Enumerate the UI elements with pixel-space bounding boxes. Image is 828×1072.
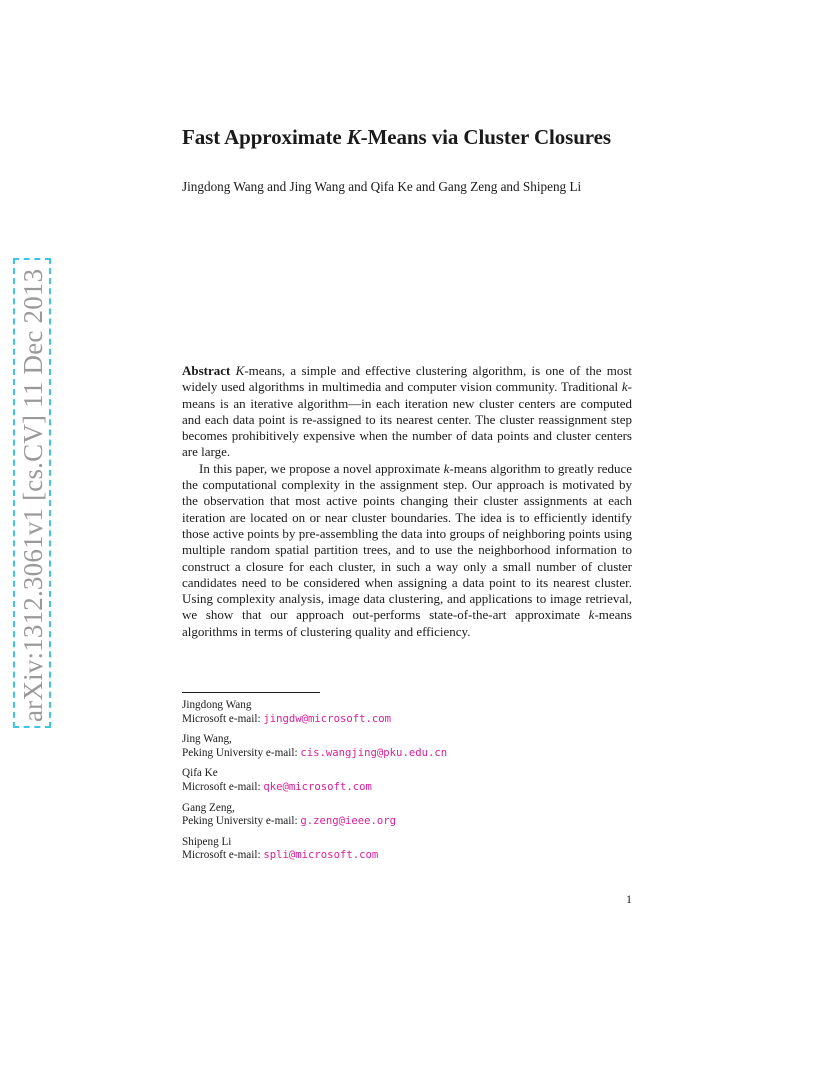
footnote-affiliation: Microsoft e-mail: [182, 780, 264, 793]
footnote-name: Qifa Ke [182, 767, 218, 780]
abstract-text-2b: -means algorithm to greatly reduce the computational complexity in the assignment step. Our approach is motivated by the observation that most active points changing their cluster assignments at each iteration are located on or near cluster boundaries. The idea is to efficiently identify those active points by pre-assembling the data into groups of neighboring points using multiple random spatial partition trees, and to use the neighborhood information to construct a closure for each cluster, in such a way only a small number of cluster candidates need to be considered when assigning a data point to its nearest cluster. Using complexity analysis, image data clustering, and applications to image retrieval, we show that our approach out-performs state-of-the-art approximate [182, 460, 632, 623]
footnote-author [182, 767, 602, 794]
email-link[interactable]: spli@microsoft.com [263, 849, 379, 862]
abstract-paragraph-2 [182, 461, 632, 640]
arxiv-identifier: arXiv:1312.3061v1 [cs.CV] 11 Dec 2013 [18, 268, 48, 722]
footnote-contact [182, 747, 602, 761]
email-link[interactable]: cis.wangjing@pku.edu.cn [300, 746, 448, 759]
abstract-k-4: k [588, 607, 595, 623]
email-link[interactable]: qke@microsoft.com [263, 780, 372, 793]
footnote-author [182, 802, 602, 829]
footnote-contact [182, 713, 602, 727]
abstract-k: K [235, 363, 245, 378]
email-link[interactable]: g.zeng@ieee.org [300, 815, 397, 828]
footnote-author [182, 836, 602, 863]
abstract-paragraph-1 [182, 363, 632, 461]
title-part-2: -Means via Cluster Closures [360, 125, 611, 149]
abstract-label: Abstract [182, 363, 231, 378]
footnote-affiliation: Peking University e-mail: [182, 746, 301, 759]
footnote-affiliation: Microsoft e-mail: [182, 712, 264, 725]
author-footnotes [182, 699, 602, 870]
paper-title [182, 125, 702, 150]
title-part-1: Fast Approximate [182, 125, 347, 149]
footnote-name: Gang Zeng, [182, 801, 235, 814]
abstract-text-1a: -means, a simple and effective clustering algorithm, is one of the most widely used algorithms in multimedia and computer vision community. Traditional [182, 363, 633, 395]
footnote-rule [182, 692, 320, 693]
footnote-author [182, 733, 602, 760]
abstract [182, 363, 632, 640]
email-link[interactable]: jingdw@microsoft.com [263, 712, 391, 725]
footnote-affiliation: Microsoft e-mail: [182, 849, 264, 862]
author-list: Jingdong Wang and Jing Wang and Qifa Ke and Gang Zeng and Shipeng Li [182, 179, 582, 194]
footnote-contact [182, 815, 602, 829]
footnote-contact [182, 781, 602, 795]
page-number: 1 [626, 892, 632, 906]
abstract-text-2c: -means algorithms in terms of clustering quality and efficiency. [182, 607, 632, 639]
title-k: K [346, 125, 361, 149]
abstract-text-1b: -means is an iterative algorithm—in each iteration new cluster centers are computed and each data point is re-assigned to its nearest center. The cluster reassignment step becomes prohibitively expensive when the number of data points and cluster centers are large. [182, 379, 632, 460]
abstract-k-2: k [621, 379, 628, 395]
footnote-affiliation: Peking University e-mail: [182, 815, 301, 828]
footnote-contact [182, 849, 602, 863]
footnote-name: Jingdong Wang [182, 699, 252, 711]
abstract-text-2a: In this paper, we propose a novel approximate [199, 460, 444, 476]
footnote-name: Jing Wang, [182, 733, 232, 746]
footnote-author [182, 699, 602, 726]
footnote-name: Shipeng Li [182, 835, 232, 848]
abstract-k-3: k [443, 460, 450, 476]
